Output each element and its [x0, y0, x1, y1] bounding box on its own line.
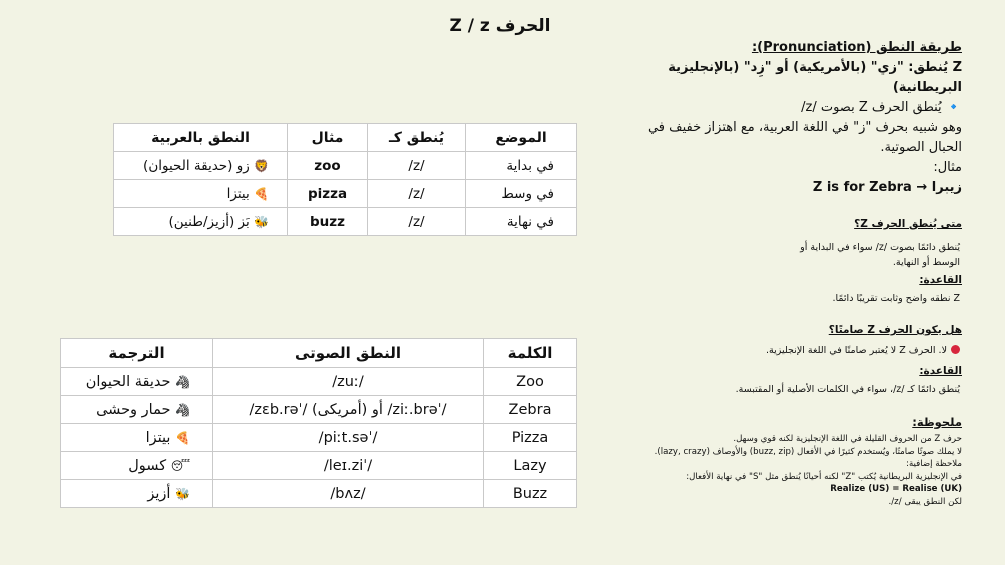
- cell-translation-text: بيتزا: [145, 429, 171, 446]
- cell-ipa: /ˈziː.brə/ أو (أمريكى) /ˈzɛb.rə/: [213, 396, 484, 424]
- cell-ipa: /zuː/: [213, 368, 484, 396]
- header-position: الموضع: [466, 124, 577, 152]
- cell-example: zoo: [288, 152, 368, 180]
- zebra-icon: 🦓: [175, 374, 190, 389]
- position-table: [113, 123, 577, 236]
- cell-sound: /z/: [368, 208, 466, 236]
- cell-translation: [61, 480, 213, 508]
- note-line: لا يملك صوتًا صامتًا، ويُستخدم كثيرًا في الأفعال (buzz, zip) والأوصاف (lazy, crazy).: [654, 446, 962, 457]
- when-section: [602, 216, 962, 306]
- lion-icon: 🦁: [254, 158, 269, 173]
- note-section: [602, 413, 962, 508]
- cell-word: Buzz: [484, 480, 577, 508]
- pronunciation-line-2: يُنطق الحرف Z بصوت /z/: [801, 100, 942, 115]
- when-text-1: يُنطق دائمًا بصوت /z/ سواء في البداية أو: [800, 242, 960, 253]
- header-word: الكلمة: [484, 339, 577, 368]
- table-row: [61, 424, 577, 452]
- cell-example: pizza: [288, 180, 368, 208]
- table-header-row: [61, 339, 577, 368]
- table-header-row: [114, 124, 577, 152]
- when-text-2: الوسط أو النهاية.: [892, 257, 960, 268]
- cell-position: في نهاية: [466, 208, 577, 236]
- pizza-icon: 🍕: [254, 186, 269, 201]
- pronunciation-heading: طريقة النطق (Pronunciation):: [751, 40, 962, 55]
- note-line: حرف Z من الحروف القليلة في اللغة الإنجليزية لكنه قوي وسهل.: [733, 434, 962, 444]
- cell-arabic: [114, 152, 288, 180]
- table-row: [61, 368, 577, 396]
- silent-text-wrap: [602, 343, 962, 358]
- pronunciation-line-2-wrap: [602, 98, 962, 118]
- cell-translation: [61, 396, 213, 424]
- pronunciation-section: [602, 38, 962, 198]
- cell-position: في بداية: [466, 152, 577, 180]
- when-heading: متى يُنطق الحرف Z؟: [854, 218, 962, 230]
- diamond-icon: 🔹: [945, 100, 962, 115]
- cell-arabic-text: بَز (أزيز/طنين): [168, 213, 250, 230]
- cell-position: في وسط: [466, 180, 577, 208]
- cell-word: Zebra: [484, 396, 577, 424]
- cell-sound: /z/: [368, 180, 466, 208]
- zebra-icon: 🦓: [175, 402, 190, 417]
- header-arabic: النطق بالعربية: [114, 124, 288, 152]
- note-line: Realize (US) = Realise (UK): [830, 484, 962, 494]
- explanation-column: [602, 38, 962, 508]
- cell-example: buzz: [288, 208, 368, 236]
- table-row: [114, 152, 577, 180]
- cell-translation-text: حديقة الحيوان: [85, 373, 171, 390]
- bee-icon: 🐝: [175, 486, 190, 501]
- sleeping-face-icon: 😴: [170, 458, 190, 473]
- pronunciation-line-6: زيبرا → Z is for Zebra: [812, 180, 962, 195]
- cell-translation: [61, 452, 213, 480]
- pronunciation-line-1: Z يُنطق: "زي" (بالأمريكية) أو "زِد" (بالإنجليزية البريطانية): [668, 60, 962, 95]
- cell-translation-text: أزيز: [147, 485, 171, 502]
- cell-ipa: /bʌz/: [213, 480, 484, 508]
- silent-rule-text: يُنطق دائمًا كـ /z/، سواء في الكلمات الأصلية أو المقتبسة.: [735, 384, 960, 395]
- note-line: ملاحظة إضافية:: [906, 459, 962, 469]
- note-line: لكن النطق يبقى /z/.: [888, 496, 962, 507]
- header-ipa: النطق الصوتى: [213, 339, 484, 368]
- pronunciation-line-5: مثال:: [933, 160, 962, 175]
- cell-arabic: [114, 208, 288, 236]
- cell-arabic-text: بيتزا: [226, 185, 250, 202]
- table-row: [61, 480, 577, 508]
- cell-translation-text: كسول: [128, 457, 167, 474]
- silent-rule-heading: القاعدة:: [919, 365, 962, 377]
- cell-ipa: /ˈpiːt.sə/: [213, 424, 484, 452]
- when-rule-heading: القاعدة:: [919, 274, 962, 286]
- cell-sound: /z/: [368, 152, 466, 180]
- cell-arabic-text: زو (حديقة الحيوان): [143, 157, 250, 174]
- bee-icon: 🐝: [254, 214, 269, 229]
- cell-translation-text: حمار وحشى: [96, 401, 171, 418]
- table-row: [61, 396, 577, 424]
- pizza-icon: 🍕: [175, 430, 190, 445]
- cell-ipa: /ˈleɪ.zi/: [213, 452, 484, 480]
- cell-word: Pizza: [484, 424, 577, 452]
- when-rule-text: Z نطقه واضح وثابت تقريبًا دائمًا.: [832, 293, 960, 304]
- table-row: [114, 180, 577, 208]
- table-row: [114, 208, 577, 236]
- vocabulary-table: [60, 338, 577, 508]
- note-line: في الإنجليزية البريطانية يُكتب "Z" لكنه أحيانًا يُنطق مثل "S" في نهاية الأفعال:: [686, 471, 962, 482]
- header-translation: الترجمة: [61, 339, 213, 368]
- pronunciation-line-4: الحبال الصوتية.: [880, 140, 962, 155]
- page-title: الحرف Z / z: [449, 16, 551, 36]
- silent-text: لا. الحرف Z لا يُعتبر صامتًا في اللغة الإنجليزية.: [766, 345, 947, 356]
- cell-word: Zoo: [484, 368, 577, 396]
- cell-translation: [61, 368, 213, 396]
- cell-translation: [61, 424, 213, 452]
- table-row: [61, 452, 577, 480]
- silent-section: [602, 322, 962, 397]
- silent-heading: هل يكون الحرف Z صامتًا؟: [828, 324, 962, 336]
- note-heading: ملحوظة:: [912, 415, 962, 429]
- red-circle-icon: [951, 345, 960, 354]
- pronunciation-line-3: وهو شبيه بحرف "ز" في اللغة العربية، مع اهتزاز خفيف في: [647, 120, 962, 135]
- header-example: مثال: [288, 124, 368, 152]
- header-sound: يُنطق كـ: [368, 124, 466, 152]
- cell-arabic: [114, 180, 288, 208]
- cell-word: Lazy: [484, 452, 577, 480]
